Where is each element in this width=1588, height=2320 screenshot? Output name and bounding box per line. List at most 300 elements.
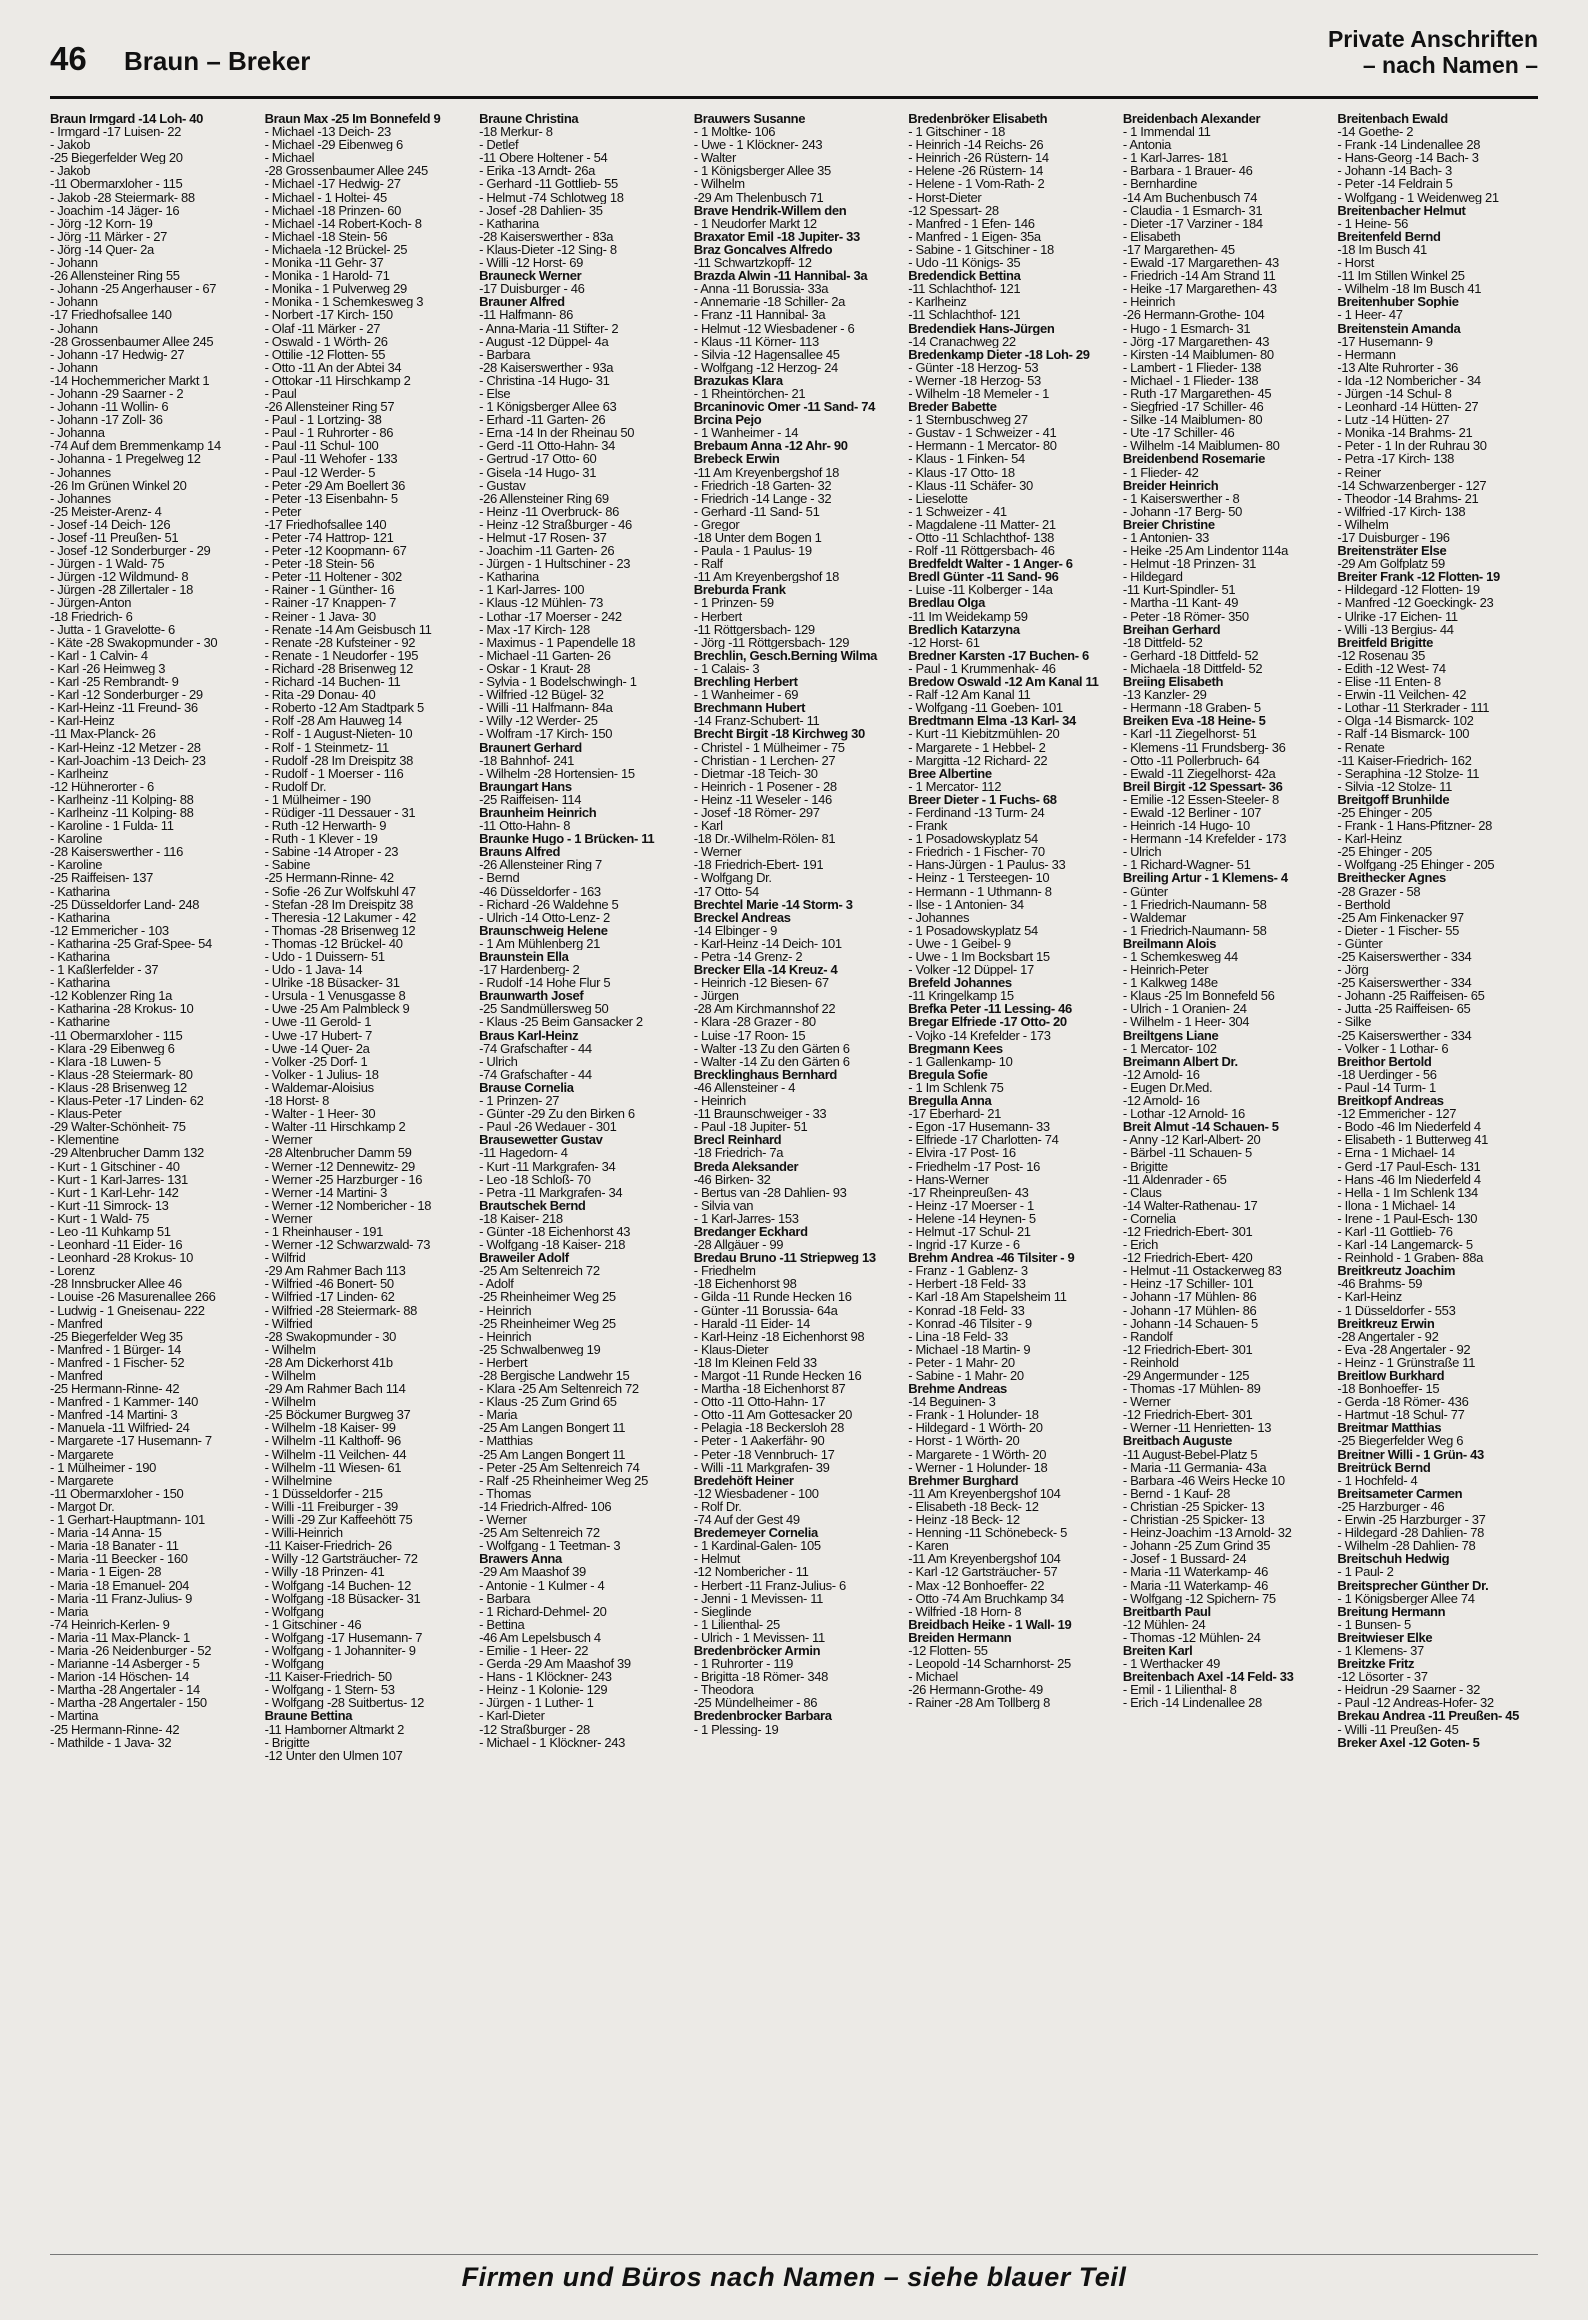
directory-entry: - Christian -25 Spicker- 13: [1122, 1499, 1265, 1514]
surname-entry: Bredfeldt Walter - 1 Anger- 6: [908, 557, 1073, 571]
directory-entry: -17 Husemann- 9: [1337, 334, 1433, 348]
surname-entry: Breitsameter Carmen: [1337, 1486, 1463, 1500]
directory-entry: - Michael - 1 Klöckner- 243: [479, 1735, 626, 1749]
directory-entry: - Wolfgang: [264, 1657, 324, 1671]
directory-entry: -46 Brahms- 59: [1337, 1277, 1423, 1291]
directory-entry: - Klemens -11 Frundsberg- 36: [1122, 740, 1286, 754]
surname-entry: Brazda Alwin -11 Hannibal- 3a: [693, 269, 868, 283]
directory-entry: - Renate - 1 Neudorfer - 195: [264, 648, 419, 662]
directory-entry: - Michael -29 Eibenweg 6: [264, 138, 403, 152]
directory-entry: - Volker -25 Dorf- 1: [264, 1054, 368, 1068]
directory-entry: - Kurt -11 Markgrafen- 34: [479, 1159, 616, 1173]
directory-entry: - Monika - 1 Harold- 71: [264, 269, 390, 283]
directory-entry: - 1 Wanheimer - 14: [693, 426, 799, 440]
directory-entry: -25 Mündelheimer - 86: [693, 1696, 818, 1710]
directory-entry: - Karl-Heinz -12 Metzer - 28: [50, 740, 201, 754]
surname-entry: Brechtel Marie -14 Storm- 3: [693, 897, 853, 911]
surname-entry: Breitenbach Ewald: [1337, 112, 1448, 126]
directory-entry: -18 Bonhoeffer- 15: [1337, 1382, 1440, 1396]
directory-entry: - Ottokar -11 Hirschkamp 2: [264, 373, 411, 387]
directory-entry: - Josef -14 Deich- 126: [50, 517, 171, 531]
directory-entry: - Christel - 1 Mülheimer - 75: [693, 740, 845, 754]
directory-entry: - 1 Rheintörchen- 21: [693, 386, 806, 401]
directory-entry: - Walter -11 Hirschkamp 2: [264, 1120, 406, 1134]
surname-entry: Breidbach Heike - 1 Wall- 19: [908, 1617, 1072, 1631]
surname-entry: Breder Babette: [908, 400, 997, 414]
directory-entry: - Johann -14 Bach- 3: [1337, 164, 1452, 178]
directory-entry: - Erwin -25 Harzburger - 37: [1337, 1513, 1486, 1527]
directory-entry: - Klaus-Dieter -12 Sing- 8: [479, 242, 617, 257]
directory-entry: - Klara -29 Eibenweg 6: [50, 1041, 175, 1055]
directory-entry: - Paul -26 Wedauer - 301: [479, 1120, 617, 1134]
directory-entry: - Klaus -25 Im Bonnefeld 56: [1122, 989, 1275, 1003]
directory-entry: - Margarete - 1 Hebbel- 2: [908, 740, 1046, 754]
directory-entry: - Antonia: [1122, 138, 1172, 152]
directory-entry: - Käte -28 Swakopmunder - 30: [50, 635, 218, 649]
surname-entry: Breitenstein Amanda: [1337, 321, 1461, 335]
directory-entry: - 1 Königsberger Allee 74: [1337, 1591, 1475, 1605]
surname-entry: Brebaum Anna -12 Ahr- 90: [693, 439, 848, 453]
directory-entry: - Uwe -11 Gerold- 1: [264, 1015, 372, 1029]
directory-entry: - 1 Heine- 56: [1337, 216, 1409, 230]
directory-entry: - Wilhelm -18 Memeler - 1: [908, 386, 1050, 401]
directory-entry: - Jörg -14 Quer- 2a: [50, 242, 154, 257]
directory-entry: - Katharina: [50, 884, 110, 898]
directory-entry: - Kurt -11 Simrock- 13: [50, 1198, 169, 1212]
directory-entry: - Rudolf -28 Im Dreispitz 38: [264, 753, 413, 767]
directory-entry: - Elisabeth - 1 Butterweg 41: [1337, 1133, 1489, 1147]
directory-entry: - Klara -25 Am Seltenreich 72: [479, 1382, 639, 1396]
directory-entry: - 1 Mercator- 102: [1122, 1041, 1217, 1055]
surname-entry: Breckel Andreas: [693, 910, 791, 924]
directory-entry: -14 Goethe- 2: [1337, 125, 1414, 139]
directory-entry: - Barbara: [479, 347, 531, 361]
directory-entry: - Karlheinz -11 Kolping- 88: [50, 792, 194, 806]
surname-entry: Brauns Alfred: [479, 845, 561, 859]
directory-column: [479, 112, 682, 2252]
directory-entry: -28 Am Dickerhorst 41b: [264, 1355, 393, 1369]
surname-entry: Brcaninovic Omer -11 Sand- 74: [693, 400, 876, 414]
surname-entry: Brausewetter Gustav: [479, 1133, 603, 1147]
directory-entry: - Heinz -12 Straßburger - 46: [479, 517, 632, 531]
surname-entry: Bregula Sofie: [908, 1067, 988, 1081]
directory-entry: - Dieter -17 Varziner - 184: [1122, 216, 1263, 230]
directory-entry: -28 Grossenbaumer Allee 245: [264, 164, 428, 178]
directory-entry: - Ilse - 1 Antonien- 34: [908, 897, 1024, 911]
directory-entry: - Michael -18 Stein- 56: [264, 229, 388, 243]
surname-entry: Breitbach Auguste: [1122, 1434, 1232, 1448]
directory-entry: - Silvia van: [693, 1198, 754, 1212]
surname-entry: Bredner Karsten -17 Buchen- 6: [908, 648, 1089, 662]
surname-entry: Bredau Bruno -11 Striepweg 13: [693, 1251, 876, 1265]
directory-entry: - Antonie - 1 Kulmer - 4: [479, 1578, 605, 1592]
directory-entry: - Helmut -17 Rosen- 37: [479, 531, 607, 545]
directory-entry: -12 Friedrich-Ebert- 301: [1122, 1408, 1253, 1422]
surname-entry: Breitlow Burkhard: [1337, 1369, 1445, 1383]
directory-entry: - Wolfgang -12 Herzog- 24: [693, 360, 838, 374]
directory-entry: -25 Am Finkenacker 97: [1337, 910, 1464, 924]
directory-entry: - Udo - 1 Java- 14: [264, 963, 363, 977]
directory-entry: - Cornelia: [1122, 1211, 1176, 1225]
directory-entry: - Wilhelm: [264, 1395, 316, 1409]
directory-entry: - Werner: [693, 845, 742, 859]
directory-entry: - Hermann: [1337, 347, 1396, 361]
surname-entry: Brause Cornelia: [479, 1080, 574, 1095]
directory-entry: - Herbert -11 Franz-Julius- 6: [693, 1578, 846, 1592]
directory-entry: -14 Schwarzenberger - 127: [1337, 478, 1487, 492]
directory-entry: - Lothar -12 Arnold- 16: [1122, 1107, 1245, 1121]
directory-entry: - Günter -29 Zu den Birken 6: [479, 1107, 635, 1121]
directory-entry: - Anna-Maria -11 Stifter- 2: [479, 321, 619, 335]
directory-entry: - Johann -17 Berg- 50: [1122, 504, 1242, 518]
directory-entry: -12 Arnold- 16: [1122, 1094, 1200, 1108]
directory-entry: - Karl -14 Langemarck- 5: [1337, 1238, 1473, 1252]
directory-entry: - Randolf: [1122, 1329, 1173, 1343]
directory-entry: - 1 Kaiserswerther - 8: [1122, 491, 1240, 505]
directory-entry: - Margarete - 1 Wörth- 20: [908, 1447, 1047, 1461]
surname-entry: Breiling Artur - 1 Klemens- 4: [1122, 871, 1288, 885]
directory-entry: - Peter -18 Vennbruch- 17: [693, 1447, 835, 1461]
surname-entry: Breidenbach Alexander: [1122, 112, 1261, 126]
directory-entry: - Friedrich -14 Lange - 32: [693, 491, 832, 505]
surname-entry: Breihan Gerhard: [1122, 622, 1221, 636]
directory-entry: - Ulrich: [479, 1054, 518, 1068]
directory-entry: - Roberto -12 Am Stadtpark 5: [264, 701, 424, 715]
directory-entry: - Wilhelm -18 Im Busch 41: [1337, 282, 1482, 296]
directory-entry: - Katharine: [50, 1015, 110, 1029]
directory-entry: -28 Altenbrucher Damm 59: [264, 1146, 412, 1160]
directory-entry: - 1 Calais- 3: [693, 661, 760, 676]
directory-entry: -26 Allensteiner Ring 57: [264, 400, 395, 414]
directory-entry: - Rolf -28 Am Hauweg 14: [264, 714, 402, 728]
directory-entry: - Jakob -28 Steiermark- 88: [50, 190, 195, 204]
directory-entry: - Michael -14 Robert-Koch- 8: [264, 216, 422, 230]
directory-entry: - Maria -18 Banater - 11: [50, 1539, 179, 1553]
directory-entry: - Dietmar -18 Teich- 30: [693, 766, 818, 780]
directory-entry: - Friedrich -14 Am Strand 11: [1122, 269, 1276, 283]
directory-entry: - Monika -14 Brahms- 21: [1337, 426, 1473, 440]
directory-entry: - Gustav: [479, 478, 526, 492]
directory-entry: - Christian - 1 Lerchen- 27: [693, 753, 836, 767]
surname-entry: Braun Max -25 Im Bonnefeld 9: [264, 112, 441, 126]
directory-entry: - Heinz -11 Weseler - 146: [693, 792, 832, 806]
directory-entry: - Wilfried -46 Bonert- 50: [264, 1277, 394, 1291]
directory-entry: - Karl - 1 Calvin- 4: [50, 648, 148, 662]
directory-entry: -12 Straßburger - 28: [479, 1722, 590, 1736]
directory-entry: - Ruth -17 Margarethen- 45: [1122, 386, 1272, 401]
directory-entry: - Harald -11 Eider- 14: [693, 1316, 811, 1330]
directory-entry: - Bertus van -28 Dahlien- 93: [693, 1185, 847, 1199]
directory-entry: - Karen: [908, 1539, 949, 1553]
directory-entry: - Willy -12 Gartsträucher- 72: [264, 1552, 418, 1566]
directory-entry: -17 Friedhofsallee 140: [264, 517, 387, 531]
directory-entry: -25 Düsseldorfer Land- 248: [50, 897, 200, 911]
directory-entry: - Günter -11 Borussia- 64a: [693, 1303, 838, 1317]
directory-entry: -46 Allensteiner - 4: [693, 1080, 796, 1095]
directory-entry: - Heinz - 1 Grünstraße 11: [1337, 1355, 1476, 1369]
surname-entry: Braune Bettina: [264, 1709, 353, 1723]
directory-entry: - Ursula - 1 Venusgasse 8: [264, 989, 406, 1003]
directory-entry: -17 Otto- 54: [693, 884, 759, 898]
directory-entry: - Ute -17 Schiller- 46: [1122, 426, 1235, 440]
directory-entry: -12 Arnold- 16: [1122, 1067, 1200, 1081]
surname-entry: Breiltgens Liane: [1122, 1028, 1219, 1042]
surname-entry: Breitschuh Hedwig: [1337, 1552, 1450, 1566]
directory-entry: - Wilfried -12 Bügel- 32: [479, 688, 604, 702]
directory-entry: - Hartmut -18 Schul- 77: [1337, 1408, 1465, 1422]
directory-entry: - Karl-Dieter: [479, 1709, 545, 1723]
surname-entry: Brazukas Klara: [693, 373, 783, 387]
directory-entry: - Joachim -11 Garten- 26: [479, 544, 615, 558]
directory-entry: - Martina: [50, 1709, 99, 1723]
directory-entry: - Thomas -12 Brückel- 40: [264, 936, 403, 950]
directory-entry: - Peter - 1 Aakerfähr- 90: [693, 1434, 825, 1448]
directory-entry: - Johann: [50, 321, 98, 335]
directory-entry: - 1 Moltke- 106: [693, 125, 776, 139]
surname-entry: Bredenbröker Elisabeth: [908, 112, 1048, 126]
surname-entry: Breitenfeld Bernd: [1337, 229, 1441, 243]
directory-entry: - Wilhelm -14 Maiblumen- 80: [1122, 439, 1280, 453]
directory-entry: - Brigitta -18 Römer- 348: [693, 1670, 829, 1684]
directory-entry: - Renate -14 Am Geisbusch 11: [264, 622, 432, 636]
directory-entry: - Joachim -14 Jäger- 16: [50, 203, 180, 217]
directory-entry: - Manfred - 1 Efen- 146: [908, 216, 1035, 230]
directory-entry: - Hildegard - 1 Wörth- 20: [908, 1421, 1043, 1435]
directory-entry: - Katharina: [479, 570, 539, 584]
directory-entry: -11 Am Kreyenbergshof 104: [908, 1486, 1061, 1500]
directory-entry: -14 Beguinen- 3: [908, 1395, 996, 1409]
name-range: Braun – Breker: [124, 46, 311, 76]
surname-entry: Breidenbend Rosemarie: [1122, 452, 1266, 466]
directory-entry: - Leopold -14 Scharnhorst- 25: [908, 1657, 1071, 1671]
directory-entry: - Else: [479, 386, 511, 401]
directory-entry: - Sabine -14 Atroper - 23: [264, 845, 399, 859]
surname-entry: Bredendick Bettina: [908, 269, 1021, 283]
directory-entry: - 1 Karl-Jarres- 100: [479, 583, 585, 597]
directory-entry: - Adolf: [479, 1277, 514, 1291]
footer-note: Firmen und Büros nach Namen – siehe blauer Teil: [461, 2262, 1127, 2292]
directory-entry: - Margarete: [50, 1447, 114, 1461]
directory-entry: - Uwe - 1 Klöckner- 243: [693, 138, 823, 152]
surname-entry: Breitenbacher Helmut: [1337, 203, 1466, 217]
directory-entry: - 1 Prinzen- 59: [693, 596, 774, 610]
directory-entry: - Ludwig - 1 Gneisenau- 222: [50, 1303, 205, 1317]
surname-entry: Bredenbrocker Barbara: [693, 1709, 832, 1723]
directory-entry: - Rolf -11 Röttgersbach- 46: [908, 544, 1055, 558]
directory-columns: [50, 112, 1540, 2252]
directory-entry: - Kirsten -14 Maiblumen- 80: [1122, 347, 1274, 361]
directory-entry: - Josef -18 Römer- 297: [693, 805, 820, 820]
directory-entry: - Heinrich: [1122, 295, 1175, 309]
directory-entry: - Max -12 Bonhoeffer- 22: [908, 1578, 1045, 1592]
directory-entry: -28 Allgäuer - 99: [693, 1238, 784, 1252]
directory-entry: -28 Am Kirchmannshof 22: [693, 1002, 836, 1016]
directory-entry: - Manfred - 1 Kammer- 140: [50, 1395, 199, 1409]
directory-entry: - Walter -13 Zu den Gärten 6: [693, 1041, 850, 1055]
directory-entry: - Heinz -17 Moerser - 1: [908, 1198, 1034, 1212]
directory-entry: - Rolf - 1 Steinmetz- 11: [264, 740, 389, 754]
surname-entry: Brechling Herbert: [693, 675, 798, 689]
directory-entry: -18 Friedrich- 6: [50, 609, 133, 623]
directory-entry: - Klementine: [50, 1133, 119, 1147]
directory-entry: - Anna -11 Borussia- 33a: [693, 282, 829, 296]
surname-entry: Breitsprecher Günther Dr.: [1337, 1578, 1489, 1592]
directory-entry: - Petra -17 Kirch- 138: [1337, 452, 1454, 466]
directory-entry: - Helmut -12 Wiesbadener - 6: [693, 321, 855, 335]
directory-entry: - Klaus -11 Schäfer- 30: [908, 478, 1033, 492]
directory-entry: -11 Max-Planck- 26: [50, 727, 156, 741]
header-rule: [50, 96, 1538, 99]
directory-entry: - 1 Mercator- 112: [908, 779, 1002, 793]
directory-entry: -25 Am Seltenreich 72: [479, 1526, 600, 1540]
directory-entry: - Jakob: [50, 164, 91, 178]
directory-entry: - Heinrich -14 Reichs- 26: [908, 138, 1044, 152]
directory-entry: - Michaela -12 Brückel- 25: [264, 242, 408, 257]
directory-entry: - Hugo - 1 Esmarch- 31: [1122, 321, 1251, 335]
directory-entry: - Gerda -29 Am Maashof 39: [479, 1657, 631, 1671]
directory-entry: - Frank - 1 Hans-Pfitzner- 28: [1337, 819, 1492, 833]
directory-entry: - Wolfgang - 1 Teetman- 3: [479, 1539, 621, 1553]
directory-entry: -11 Halfmann- 86: [479, 308, 574, 322]
directory-entry: - Konrad -18 Feld- 33: [908, 1303, 1025, 1317]
directory-entry: - Volker - 1 Lothar- 6: [1337, 1041, 1449, 1055]
surname-entry: Breiken Eva -18 Heine- 5: [1122, 714, 1266, 728]
directory-entry: - Heinz - 1 Tersteegen- 10: [908, 871, 1050, 885]
directory-entry: -13 Kanzler- 29: [1122, 688, 1207, 702]
directory-entry: - Maria -11 Max-Planck- 1: [50, 1630, 190, 1644]
directory-entry: - 1 Werthacker 49: [1122, 1657, 1220, 1671]
directory-entry: - Karl-Heinz -14 Deich- 101: [693, 936, 842, 950]
directory-entry: -25 Meister-Arenz- 4: [50, 504, 162, 518]
directory-entry: - Johannes: [908, 910, 970, 924]
directory-entry: - Brigitte: [1122, 1159, 1168, 1173]
directory-entry: - Jörg -17 Margarethen- 43: [1122, 334, 1270, 348]
directory-entry: - Barbara: [479, 1591, 531, 1605]
directory-entry: -12 Flotten- 55: [908, 1643, 988, 1658]
surname-entry: Breitgoff Brunhilde: [1337, 792, 1450, 806]
surname-entry: Brechmann Hubert: [693, 701, 806, 715]
directory-entry: - Karlheinz: [908, 295, 967, 309]
section-title: [1328, 26, 1538, 78]
directory-entry: - Josef - 1 Bussard- 24: [1122, 1552, 1247, 1566]
surname-entry: Brekau Andrea -11 Preußen- 45: [1337, 1709, 1519, 1723]
section-title-line-2: – nach Namen –: [1362, 52, 1538, 78]
directory-entry: - Karl-Heinz: [1337, 832, 1402, 846]
directory-entry: -28 Kaiserswerther - 116: [50, 845, 183, 859]
directory-entry: - 1 Königsberger Allee 63: [479, 400, 617, 414]
directory-entry: - Friedhelm -17 Post- 16: [908, 1159, 1041, 1173]
directory-entry: - Elisabeth -18 Beck- 12: [908, 1499, 1039, 1514]
directory-entry: -11 Obermarxloher - 115: [50, 1028, 183, 1042]
directory-entry: - Erich -14 Lindenallee 28: [1122, 1696, 1262, 1710]
directory-entry: -29 Walter-Schönheit- 75: [50, 1120, 186, 1134]
directory-entry: - Ralf -12 Am Kanal 11: [908, 688, 1031, 702]
directory-entry: -18 Uerdinger - 56: [1337, 1067, 1437, 1081]
directory-entry: - Paul -12 Werder- 5: [264, 465, 376, 479]
directory-entry: - Karl: [693, 819, 723, 833]
directory-entry: - Petra -11 Markgrafen- 34: [479, 1185, 623, 1199]
directory-entry: -12 Rosenau 35: [1337, 648, 1426, 662]
directory-column: [1123, 112, 1326, 2252]
directory-entry: - Rudolf Dr.: [264, 779, 327, 793]
directory-entry: - Lutz -14 Hütten- 27: [1337, 413, 1450, 427]
directory-entry: -18 Bahnhof- 241: [479, 753, 575, 767]
directory-entry: - Helene -14 Heynen- 5: [908, 1211, 1036, 1225]
directory-entry: - Werner -18 Herzog- 53: [908, 373, 1041, 387]
directory-entry: - Heinz -17 Schiller- 101: [1122, 1277, 1254, 1291]
directory-entry: - 1 Antonien- 33: [1122, 531, 1210, 545]
directory-entry: - Peter -25 Am Seltenreich 74: [479, 1460, 640, 1474]
directory-entry: - Magdalene -11 Matter- 21: [908, 517, 1056, 531]
directory-entry: -25 Rheinheimer Weg 25: [479, 1290, 616, 1304]
directory-entry: - Paul -18 Jupiter- 51: [693, 1120, 808, 1134]
directory-entry: -11 Am Kreyenbergshof 18: [693, 465, 839, 479]
directory-entry: - 1 Gitschiner - 18: [908, 125, 1005, 139]
directory-entry: - Paul: [264, 386, 297, 401]
directory-entry: - Helmut -18 Prinzen- 31: [1122, 557, 1257, 571]
surname-entry: Breitfeld Brigitte: [1337, 635, 1433, 649]
directory-entry: - Paul - 1 Lortzing- 38: [264, 413, 382, 427]
directory-entry: - Gregor: [693, 517, 740, 531]
directory-entry: - Heinz -11 Overbruck- 86: [479, 504, 619, 518]
surname-entry: Breitmar Matthias: [1337, 1421, 1442, 1435]
directory-entry: - Werner: [479, 1513, 527, 1527]
directory-entry: - 1 Bunsen- 5: [1337, 1617, 1411, 1631]
directory-entry: - Karl -11 Ziegelhorst- 51: [1122, 727, 1257, 741]
directory-entry: - Erich: [1122, 1238, 1158, 1252]
directory-entry: - 1 Kardinal-Galen- 105: [693, 1539, 821, 1553]
surname-entry: Breitenhuber Sophie: [1337, 295, 1459, 309]
directory-entry: - Katharina: [50, 950, 110, 964]
directory-entry: - Willi -11 Preußen- 45: [1337, 1722, 1459, 1736]
directory-entry: - Volker -12 Düppel- 17: [908, 963, 1034, 977]
directory-entry: - Otto -11 Pollerbruch- 64: [1122, 753, 1260, 767]
directory-entry: - Günter: [1122, 884, 1168, 898]
directory-entry: - Emil - 1 Lilienthal- 8: [1122, 1683, 1237, 1697]
directory-entry: - Bettina: [479, 1617, 525, 1631]
directory-entry: - Frank -14 Lindenallee 28: [1337, 138, 1481, 152]
directory-entry: - Johann: [50, 360, 98, 374]
directory-entry: -25 Hermann-Rinne- 42: [50, 1722, 180, 1736]
directory-entry: - Maria -14 Anna- 15: [50, 1526, 162, 1540]
directory-entry: -14 Friedrich-Alfred- 106: [479, 1499, 612, 1514]
surname-entry: Braun Irmgard -14 Loh- 40: [50, 112, 204, 126]
surname-entry: Brehmer Burghard: [908, 1473, 1019, 1487]
page-header: [0, 0, 1588, 100]
directory-entry: - Otto -11 An der Abtei 34: [264, 360, 402, 374]
directory-entry: - Michael -18 Martin- 9: [908, 1342, 1031, 1356]
directory-entry: - Gertrud -17 Otto- 60: [479, 452, 597, 466]
directory-entry: - Paul - 1 Ruhrorter - 86: [264, 426, 394, 440]
directory-entry: - Rolf - 1 August-Nieten- 10: [264, 727, 413, 741]
directory-entry: - Peter -11 Holtener - 302: [264, 570, 402, 584]
directory-entry: - 1 Düsseldorfer - 215: [264, 1486, 383, 1500]
surname-entry: Brauner Alfred: [479, 295, 565, 309]
surname-entry: Bregmann Kees: [908, 1041, 1003, 1055]
directory-entry: - Ewald -17 Margarethen- 43: [1122, 256, 1279, 270]
directory-entry: - Johann -14 Schauen- 5: [1122, 1316, 1258, 1330]
directory-entry: - Jenni - 1 Mevissen- 11: [693, 1591, 824, 1605]
directory-entry: - Johanna: [50, 426, 105, 440]
directory-entry: - Willi -29 Zur Kaffeehött 75: [264, 1513, 413, 1527]
directory-entry: - Elisabeth: [1122, 229, 1181, 243]
directory-entry: - Katharina -25 Graf-Spee- 54: [50, 936, 212, 950]
directory-entry: - 1 Kalkweg 148e: [1122, 976, 1218, 990]
surname-entry: Braz Goncalves Alfredo: [693, 242, 833, 257]
directory-entry: - Ewald -12 Berliner - 107: [1122, 805, 1262, 820]
directory-entry: - Leonhard -14 Hütten- 27: [1337, 400, 1479, 414]
surname-entry: Breitzke Fritz: [1337, 1657, 1415, 1671]
